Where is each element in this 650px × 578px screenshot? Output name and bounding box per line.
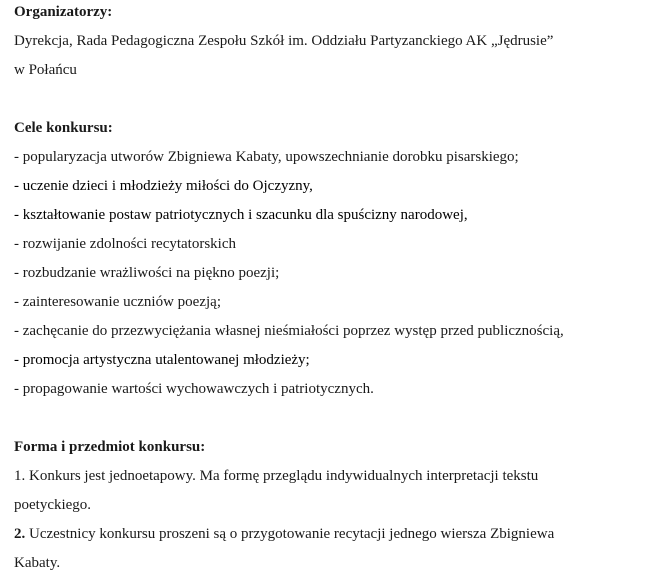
goal-item: - kształtowanie postaw patriotycznych i szacunku dla spuścizny narodowej, [14,207,468,223]
form-paragraph-2-line-1 [14,520,644,549]
goal-item: - promocja artystyczna utalentowanej młodzieży; [14,352,310,368]
organizers-heading: Organizatorzy: [14,4,113,20]
organizers-line-2: w Połańcu [14,62,77,78]
form-paragraph-2-number: 2. [14,526,26,542]
goal-item: - rozbudzanie wrażliwości na piękno poezji; [14,265,280,281]
form-paragraph-2-text: Uczestnicy konkursu proszeni są o przygotowanie recytacji jednego wiersza Zbigniewa [25,526,555,542]
goal-item: - rozwijanie zdolności recytatorskich [14,236,236,252]
goal-item: - zachęcanie do przezwyciężania własnej nieśmiałości poprzez występ przed publicznością, [14,323,564,339]
form-paragraph-2-line-2: Kabaty. [14,555,61,571]
goal-item: - propagowanie wartości wychowawczych i patriotycznych. [14,381,374,397]
goals-heading: Cele konkursu: [14,120,113,136]
form-paragraph-1-line-2: poetyckiego. [14,497,92,513]
section-gap [14,404,644,433]
section-gap [14,85,644,114]
goal-item: - popularyzacja utworów Zbigniewa Kabaty, upowszechnianie dorobku pisarskiego; [14,149,519,165]
form-heading: Forma i przedmiot konkursu: [14,439,206,455]
organizers-line-1: Dyrekcja, Rada Pedagogiczna Zespołu Szkół im. Oddziału Partyzanckiego AK „Jędrusie” [14,33,554,49]
goal-item: - uczenie dzieci i młodzieży miłości do Ojczyzny, [14,178,313,194]
goal-item: - zainteresowanie uczniów poezją; [14,294,221,310]
document-body [14,0,644,578]
form-paragraph-1-line-1: 1. Konkurs jest jednoetapowy. Ma formę przeglądu indywidualnych interpretacji tekstu [14,468,539,484]
